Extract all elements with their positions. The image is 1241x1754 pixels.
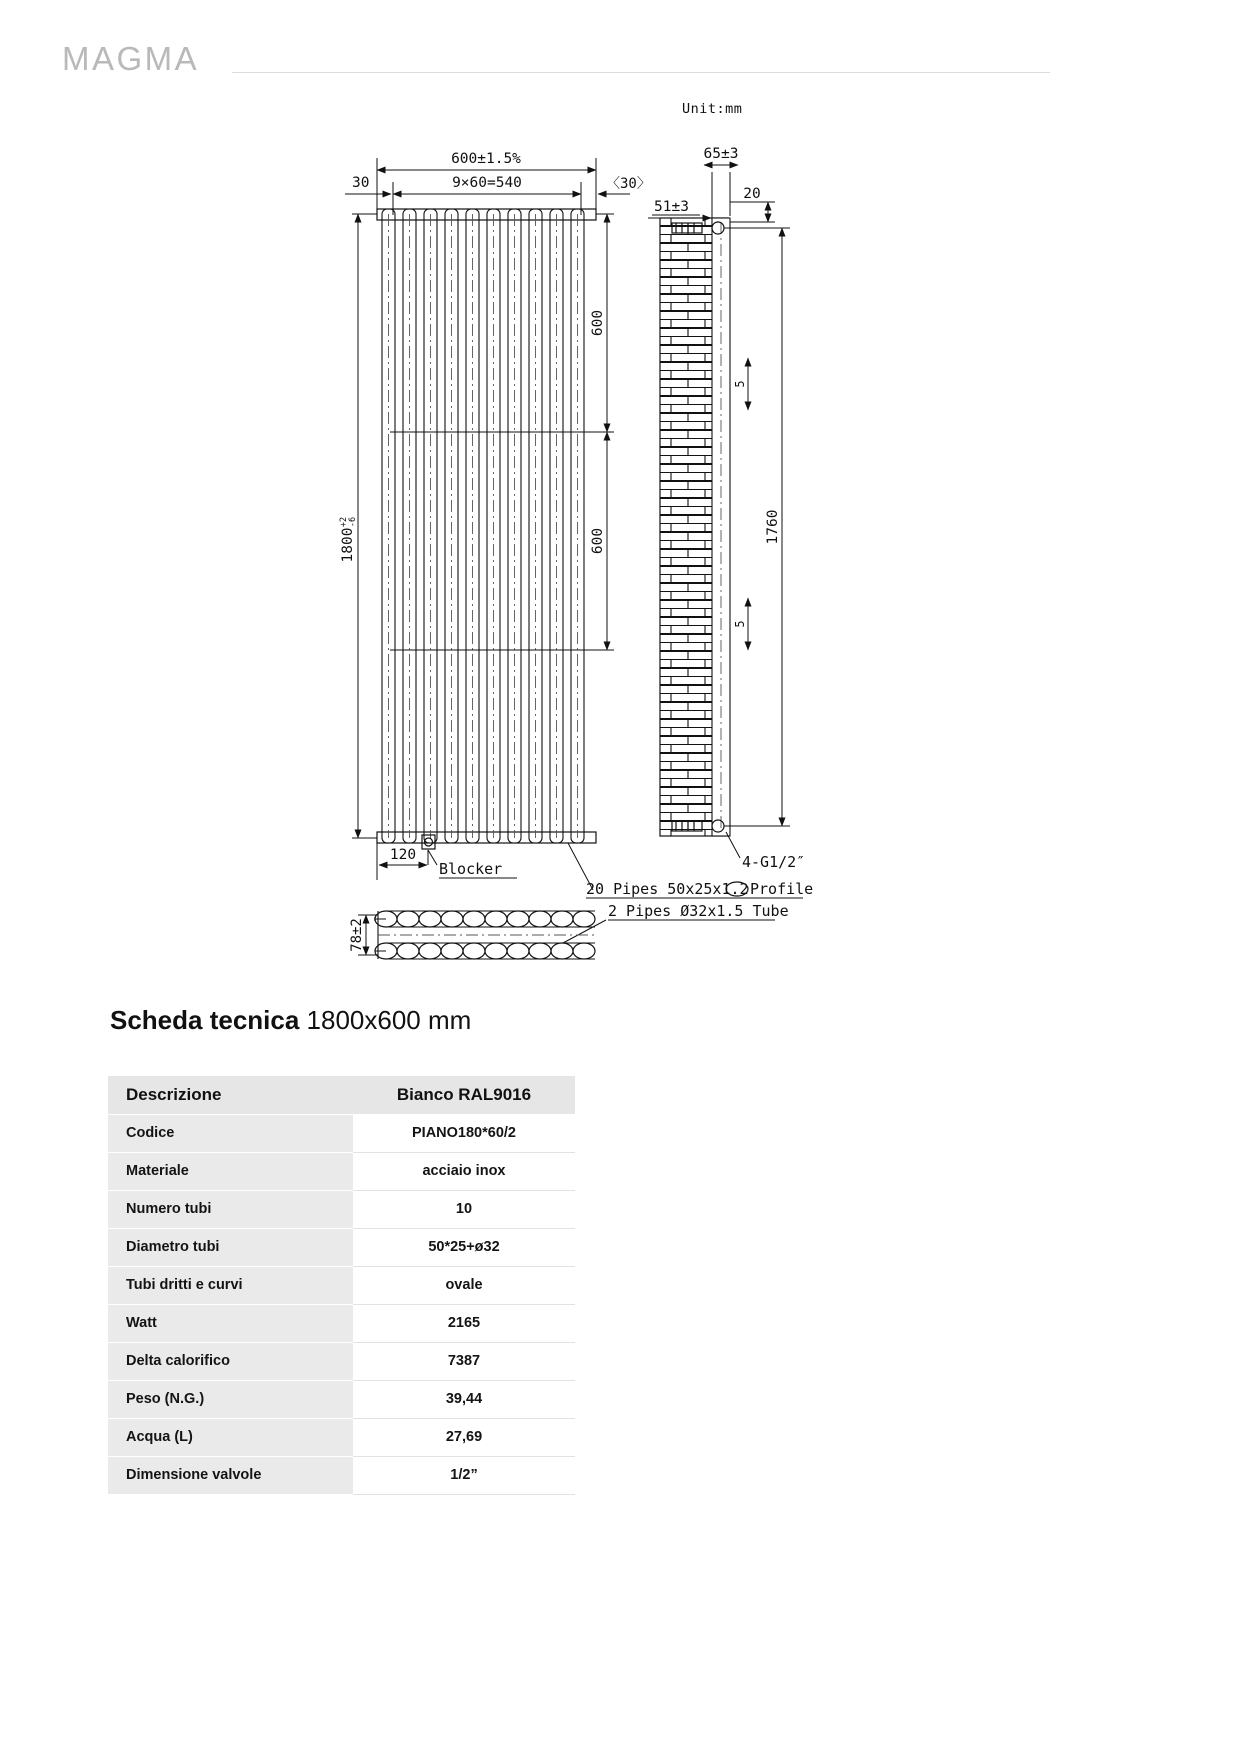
table-row: [108, 1456, 575, 1494]
dim-center-height: 1760: [765, 509, 781, 545]
svg-text:+2: +2: [339, 516, 349, 528]
row-label: Codice: [108, 1114, 353, 1152]
row-label: Dimensione valvole: [108, 1456, 353, 1494]
dim-small-top: 20: [743, 186, 761, 202]
callout-connection: 4-G1/2″: [742, 853, 806, 871]
dim-blocker: 120: [389, 847, 417, 863]
dim-overall-width: 600±1.5%: [451, 151, 521, 167]
dim-right-margin: 〈30〉: [606, 176, 651, 192]
dim-segment-upper: 600: [590, 309, 606, 337]
svg-text:1800: 1800: [340, 527, 356, 563]
callout-pipes-profile: 20 Pipes 50x25x1.2: [586, 880, 749, 898]
table-row: [108, 1190, 575, 1228]
table-body: [108, 1114, 575, 1494]
row-value: 7387: [353, 1342, 575, 1380]
row-label: Diametro tubi: [108, 1228, 353, 1266]
row-label: Tubi dritti e curvi: [108, 1266, 353, 1304]
dim-pitch: 9×60=540: [452, 175, 522, 191]
row-value: 2165: [353, 1304, 575, 1342]
brand-logo: MAGMA: [62, 40, 200, 77]
unit-note: Unit:mm: [682, 101, 743, 117]
table-row: [108, 1418, 575, 1456]
page-header: [0, 0, 1241, 100]
table-row: [108, 1380, 575, 1418]
dim-left-margin: 30: [352, 175, 370, 191]
header-divider: [232, 72, 1050, 73]
row-value: 50*25+ø32: [353, 1228, 575, 1266]
row-label: Numero tubi: [108, 1190, 353, 1228]
row-label: Peso (N.G.): [108, 1380, 353, 1418]
page-title: [110, 1005, 471, 1036]
row-label: Materiale: [108, 1152, 353, 1190]
row-value: 10: [353, 1190, 575, 1228]
row-label: Acqua (L): [108, 1418, 353, 1456]
table-header-variant: Bianco RAL9016: [353, 1076, 575, 1114]
row-value: 1/2”: [353, 1456, 575, 1494]
table-row: [108, 1266, 575, 1304]
dim-segment-lower: 600: [590, 527, 606, 555]
dim-thickness: 78±2: [349, 918, 365, 952]
dim-overall-height: [339, 517, 358, 563]
dim-bracket-gap-lower: 5: [733, 620, 747, 628]
row-label: Watt: [108, 1304, 353, 1342]
page-title-size: 1800x600 mm: [306, 1005, 472, 1035]
table-row: [108, 1228, 575, 1266]
dim-offset: 51±3: [654, 199, 689, 215]
label-blocker: Blocker: [439, 860, 503, 878]
table-row: [108, 1304, 575, 1342]
spec-table: [108, 1076, 575, 1495]
svg-text:-6: -6: [348, 516, 358, 528]
row-value: 39,44: [353, 1380, 575, 1418]
page-title-strong: Scheda tecnica: [110, 1005, 300, 1035]
table-row: [108, 1114, 575, 1152]
row-label: Delta calorifico: [108, 1342, 353, 1380]
technical-drawing: [0, 90, 1241, 970]
table-row: [108, 1342, 575, 1380]
dim-bracket-gap-upper: 5: [733, 380, 747, 388]
row-value: ovale: [353, 1266, 575, 1304]
svg-text:Profile: Profile: [750, 880, 814, 898]
callout-pipes-tube: 2 Pipes Ø32x1.5 Tube: [608, 902, 789, 920]
table-header-descrizione: Descrizione: [108, 1076, 353, 1114]
row-value: PIANO180*60/2: [353, 1114, 575, 1152]
table-row: [108, 1152, 575, 1190]
table-header-row: [108, 1076, 575, 1114]
dim-depth-top: 65±3: [703, 146, 739, 162]
row-value: 27,69: [353, 1418, 575, 1456]
row-value: acciaio inox: [353, 1152, 575, 1190]
